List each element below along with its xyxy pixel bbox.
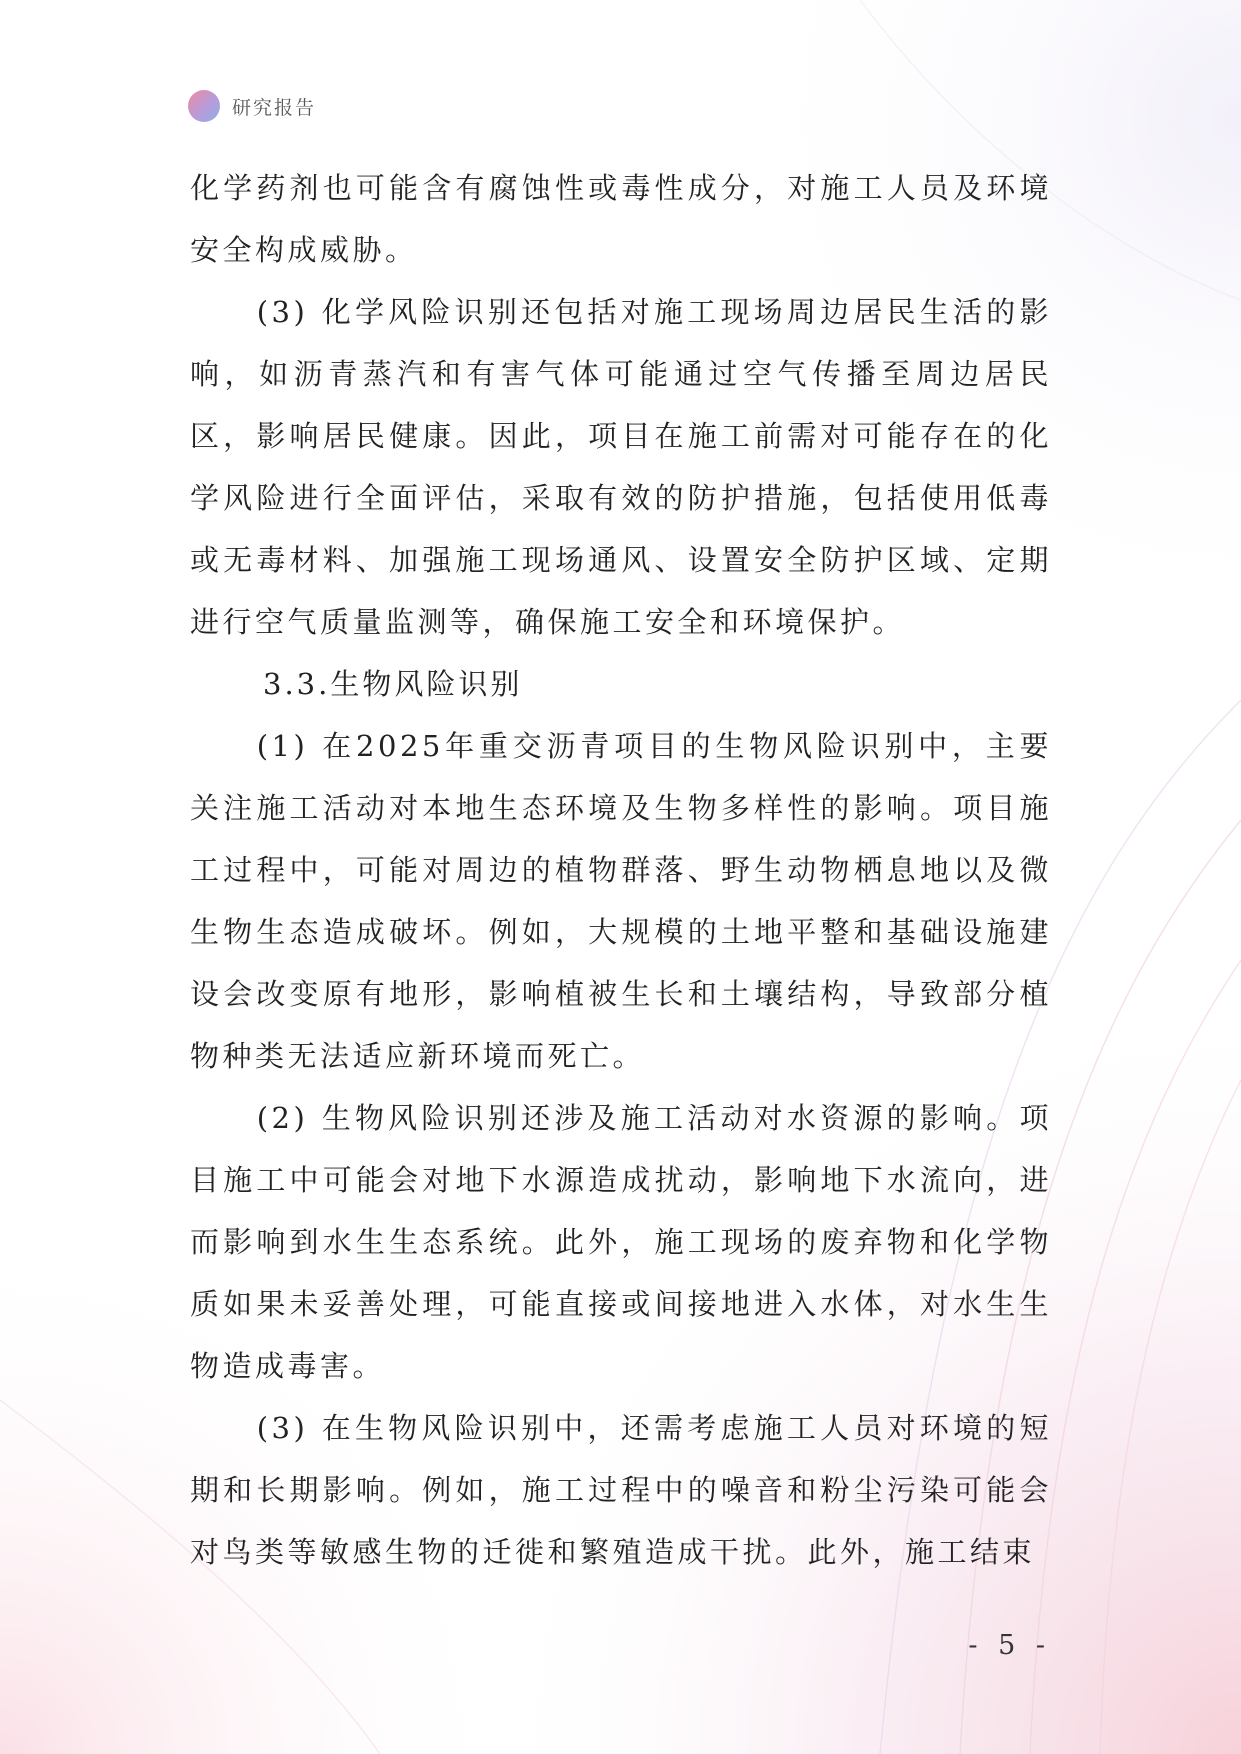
paragraph-biological-risk-1: (1) 在2025年重交沥青项目的生物风险识别中，主要关注施工活动对本地生态环境及生物多样性的影响。项目施工过程中，可能对周边的植物群落、野生动物栖息地以及微生物生态造成破坏。例如，大规模的土地平整和基础设施建设会改变原有地形，影响植被生长和土壤结构，导致部分植物种类无法适应新环境而死亡。 [190,729,1052,1073]
paragraph-biological-risk-3: (3) 在生物风险识别中，还需考虑施工人员对环境的短期和长期影响。例如，施工过程中的噪音和粉尘污染可能会对鸟类等敏感生物的迁徙和繁殖造成干扰。此外，施工结束 [190,1411,1052,1569]
paragraph-chemical-risk-3: (3) 化学风险识别还包括对施工现场周边居民生活的影响，如沥青蒸汽和有害气体可能通过空气传播至周边居民区，影响居民健康。因此，项目在施工前需对可能存在的化学风险进行全面评估，采取有效的防护措施，包括使用低毒或无毒材料、加强施工现场通风、设置安全防护区域、定期进行空气质量监测等，确保施工安全和环境保护。 [190,295,1052,639]
paragraph-continuation: 化学药剂也可能含有腐蚀性或毒性成分，对施工人员及环境安全构成威胁。 [190,171,1052,267]
section-heading-3-3: 3.3.生物风险识别 [263,667,523,701]
document-body [190,157,1052,1583]
paragraph-biological-risk-2: (2) 生物风险识别还涉及施工活动对水资源的影响。项目施工中可能会对地下水源造成扰动，影响地下水流向，进而影响到水生生态系统。此外，施工现场的废弃物和化学物质如果未妥善处理，可能直接或间接地进入水体，对水生生物造成毒害。 [190,1101,1052,1383]
page-number: - 5 - [968,1630,1051,1661]
report-logo-icon [188,90,220,122]
header-title: 研究报告 [232,96,317,119]
page-header [188,90,316,122]
